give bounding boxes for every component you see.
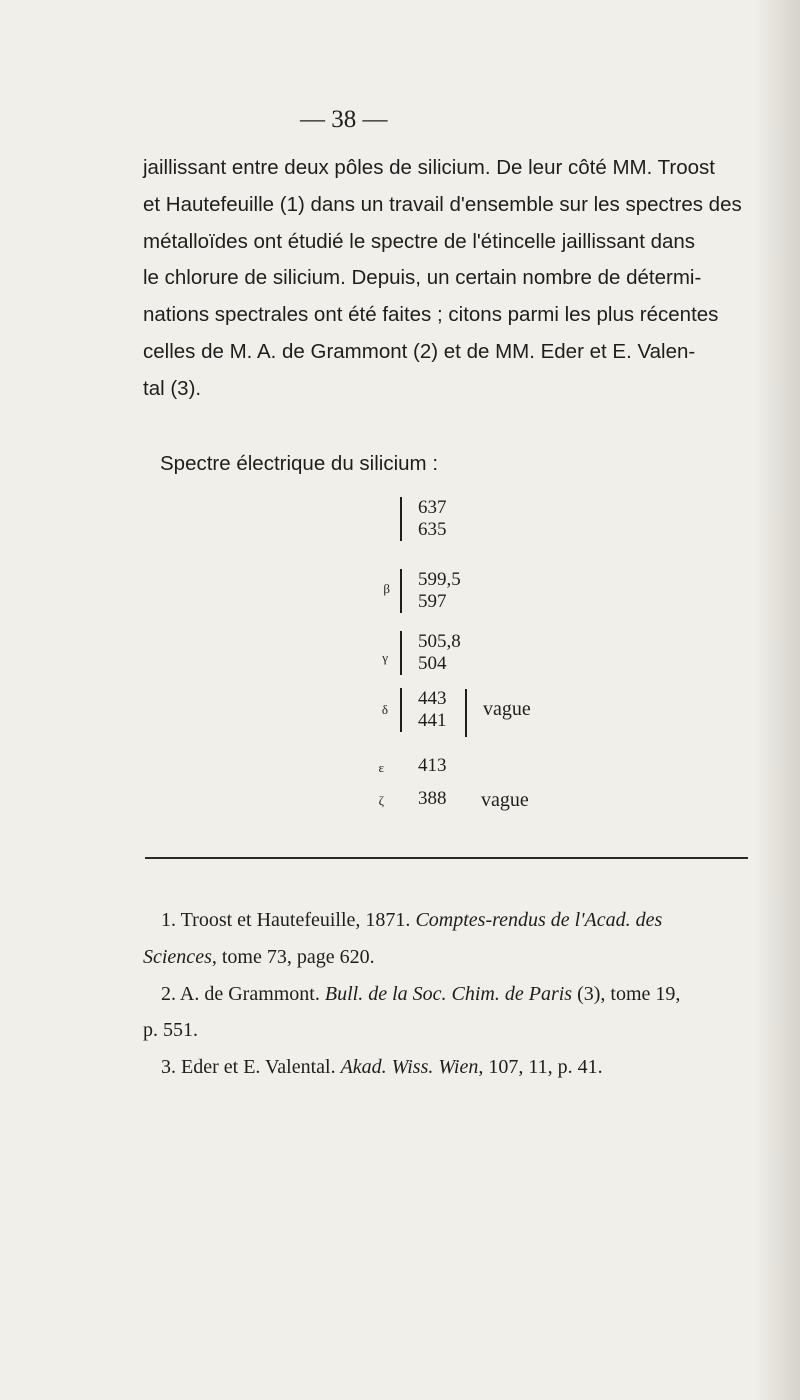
spectrum-group xyxy=(400,569,461,613)
paragraph-line: tal (3). xyxy=(143,376,202,400)
footnote-source: Sciences xyxy=(143,945,212,968)
footnote-source: Akad. Wiss. Wien xyxy=(340,1056,479,1079)
spectrum-title: Spectre électrique du silicium : xyxy=(160,452,439,475)
paragraph-line: métalloïdes ont étudié le spectre de l'étincelle jaillissant dans xyxy=(143,229,696,253)
footnote-text: , tome 73, page 620. xyxy=(211,945,375,968)
greek-label: ε xyxy=(378,760,384,775)
footnote-text: 1. Troost et Hautefeuille, 1871. xyxy=(161,909,416,931)
spectrum-group xyxy=(400,497,447,541)
paragraph-line: le chlorure de silicium. Depuis, un certain nombre de détermi- xyxy=(143,266,702,290)
wavelength-value: 505,8 xyxy=(418,631,461,652)
wavelength-value: 597 xyxy=(418,591,447,612)
greek-label: δ xyxy=(381,702,388,717)
footnote-text: p. 551. xyxy=(143,1019,198,1042)
wavelength-value: 443 xyxy=(418,688,447,709)
footnote-2 xyxy=(143,976,755,1013)
footnote-3 xyxy=(143,1049,755,1086)
greek-label: γ xyxy=(382,650,388,665)
body-paragraph xyxy=(143,150,753,408)
wavelength-value: 635 xyxy=(418,519,447,540)
footnotes xyxy=(143,902,755,1086)
footnote-2-cont xyxy=(143,1012,755,1049)
footnote-1 xyxy=(143,902,755,939)
paragraph-line: et Hautefeuille (1) dans un travail d'ensemble sur les spectres des xyxy=(143,192,742,216)
page-number: — 38 — xyxy=(300,106,388,133)
footnote-text: , 107, 11, p. 41. xyxy=(478,1056,603,1079)
spectrum-group xyxy=(400,631,461,675)
footnote-text: (3), tome 19, xyxy=(572,982,681,1005)
paragraph-line: celles de M. A. de Grammont (2) et de MM. Eder et E. Valen- xyxy=(143,339,696,363)
vague-note: vague xyxy=(481,789,529,811)
paragraph-line: nations spectrales ont été faites ; citons parmi les plus récentes xyxy=(143,303,719,327)
footnote-text: 3. Eder et E. Valental. xyxy=(161,1056,341,1079)
vague-note: vague xyxy=(465,689,531,737)
footnote-rule xyxy=(145,857,748,859)
footnote-text: 2. A. de Grammont. xyxy=(161,982,325,1005)
wavelength-value: 413 xyxy=(418,755,447,776)
greek-label: ζ xyxy=(378,793,384,808)
wavelength-value: 504 xyxy=(418,653,447,674)
footnote-1-cont xyxy=(143,939,755,976)
wavelength-value: 441 xyxy=(418,710,447,731)
greek-label: β xyxy=(383,581,390,596)
page-shadow xyxy=(754,0,800,1400)
footnote-source: Bull. de la Soc. Chim. de Paris xyxy=(324,982,573,1005)
footnote-source: Comptes-rendus de l'Acad. des xyxy=(415,909,663,931)
wavelength-value: 637 xyxy=(418,497,447,518)
wavelength-value: 388 xyxy=(418,788,447,809)
paragraph-line: jaillissant entre deux pôles de silicium. De leur côté MM. Troost xyxy=(143,156,715,179)
wavelength-value: 599,5 xyxy=(418,569,461,590)
spectrum-group xyxy=(400,688,447,732)
